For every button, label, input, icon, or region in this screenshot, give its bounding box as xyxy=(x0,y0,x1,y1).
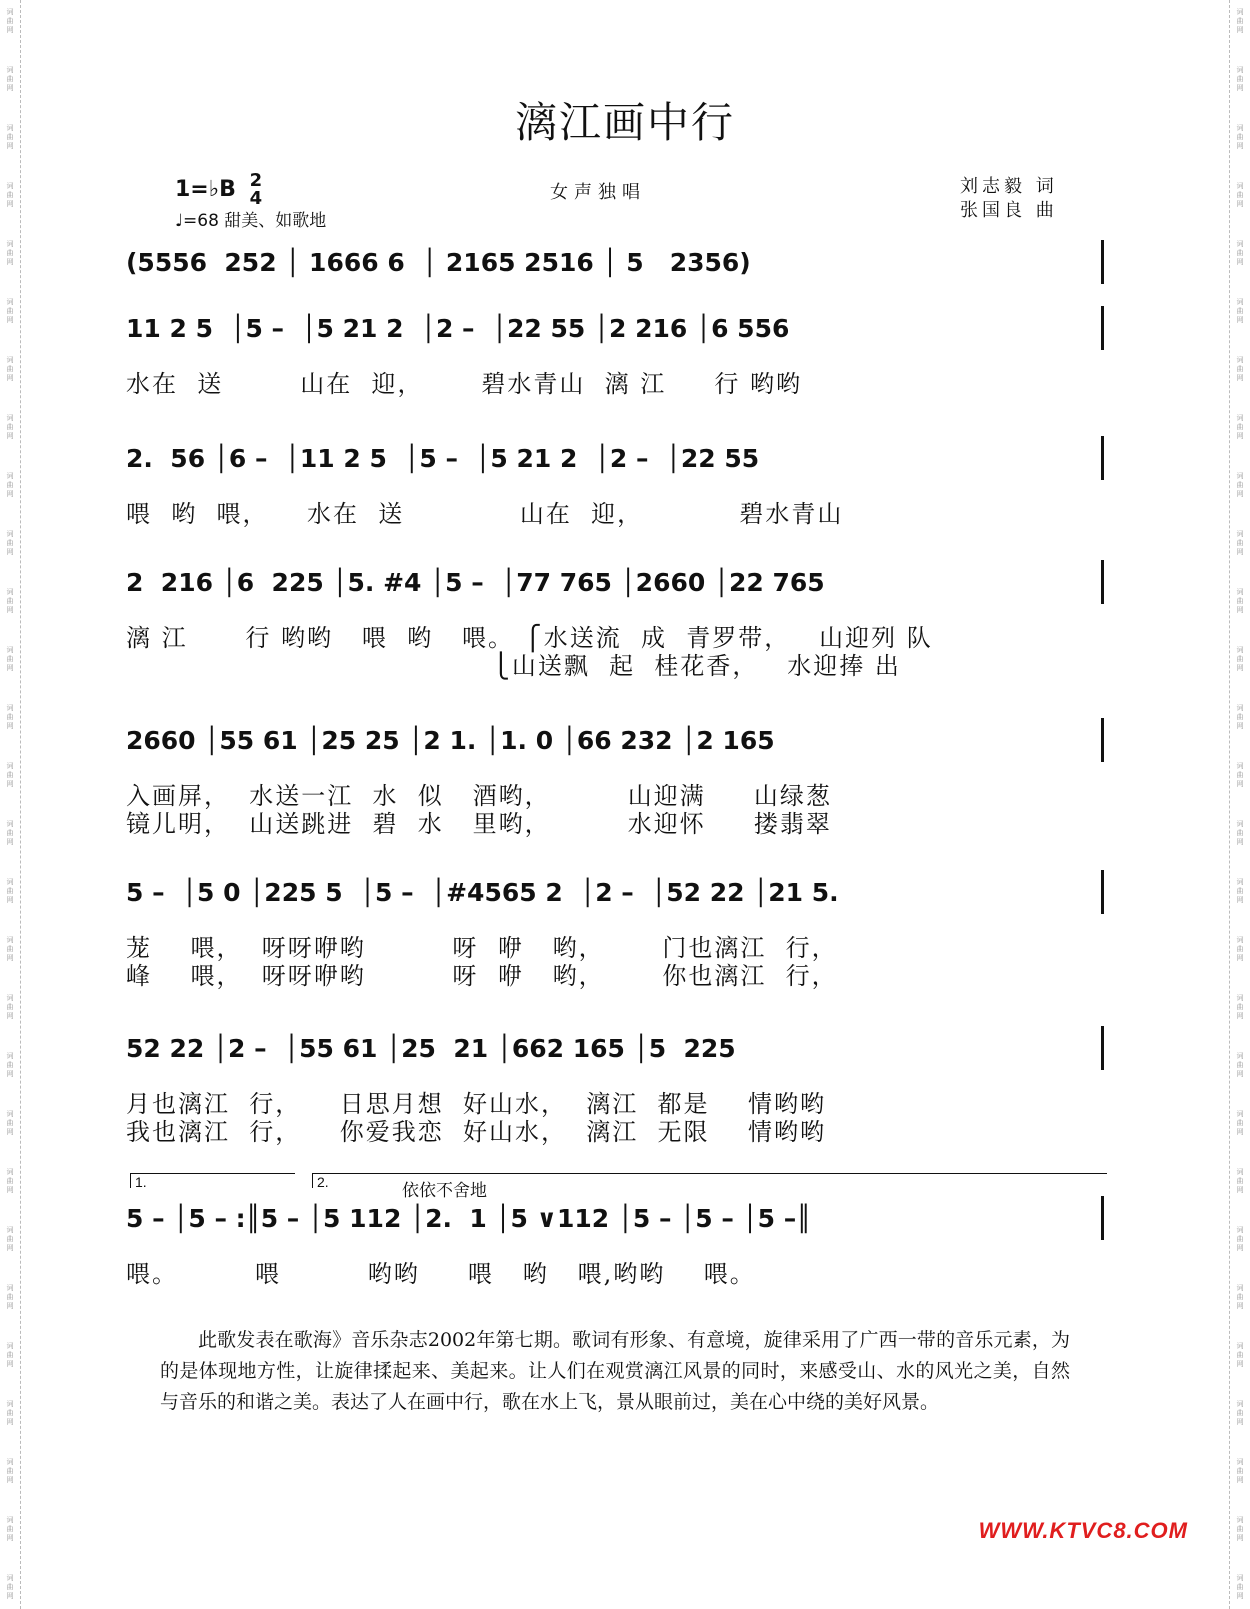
side-watermark-glyph: 词曲网 xyxy=(1236,356,1244,382)
side-watermark-glyph: 词曲网 xyxy=(1236,704,1244,730)
system-end-barline xyxy=(1101,1026,1104,1070)
time-sig-bottom: 4 xyxy=(249,188,263,209)
lyric-line: 喂 哟 喂， 水在 送 山在 迎， 碧水青山 xyxy=(126,500,844,528)
notation-line: 5 – │5 – :║5 – │5 112 │2. 1 │5 ∨112 │5 – │5 – │5 –║ xyxy=(126,1203,812,1233)
lyric-line: 水在 送 山在 迎， 碧水青山 漓 江 行 哟哟 xyxy=(126,370,802,398)
side-watermark-glyph: 词曲网 xyxy=(6,1574,14,1600)
side-watermark-glyph: 词曲网 xyxy=(6,240,14,266)
side-watermark-glyph: 词曲网 xyxy=(1236,414,1244,440)
notation-line: 2. 56 │6 – │11 2 5 │5 – │5 21 2 │2 – │22 55 xyxy=(126,443,760,473)
system-end-barline xyxy=(1101,306,1104,350)
side-watermark-glyph: 词曲网 xyxy=(6,414,14,440)
side-watermark-glyph: 词曲网 xyxy=(1236,124,1244,150)
composer: 张国良 曲 xyxy=(960,200,1058,221)
notation-line: 11 2 5 │5 – │5 21 2 │2 – │22 55 │2 216 │6 556 xyxy=(126,313,790,343)
key-label: 1=♭B xyxy=(175,177,236,202)
notation-line: (5556 252 │ 1666 6 │ 2165 2516 │ 5 2356) xyxy=(126,247,751,277)
voice-type: 女声独唱 xyxy=(550,182,646,203)
side-watermark-glyph: 词曲网 xyxy=(1236,994,1244,1020)
side-watermark-glyph: 词曲网 xyxy=(6,762,14,788)
side-watermark-glyph: 词曲网 xyxy=(6,1168,14,1194)
lyric-line: 峰 喂， 呀呀咿哟 呀 咿 哟， 你也漓江 行， xyxy=(126,962,838,990)
side-watermark-glyph: 词曲网 xyxy=(1236,1168,1244,1194)
system-end-barline xyxy=(1101,240,1104,284)
side-watermark-glyph: 词曲网 xyxy=(6,1110,14,1136)
song-note: 此歌发表在歌海》音乐杂志2002年第七期。歌词有形象、有意境，旋律采用了广西一带的音乐元素，为的是体现地方性，让旋律揉起来、美起来。让人们在观赏漓江风景的同时，来感受山、水的风光之美，自然与音乐的和谐之美。表达了人在画中行，歌在水上飞，景从眼前过，美在心中绕的美好风景。 xyxy=(160,1329,1070,1413)
lyric-line: 我也漓江 行， 你爱我恋 好山水， 漓江 无限 情哟哟 xyxy=(126,1118,827,1146)
side-watermark-glyph: 词曲网 xyxy=(1236,1052,1244,1078)
side-watermark-glyph: 词曲网 xyxy=(6,530,14,556)
lyric-line: 镜儿明， 山送跳进 碧 水 里哟， 水迎怀 搂翡翠 xyxy=(126,810,832,838)
system-end-barline xyxy=(1101,1196,1104,1240)
side-watermark-glyph: 词曲网 xyxy=(1236,1284,1244,1310)
side-watermark-glyph: 词曲网 xyxy=(1236,646,1244,672)
system-end-barline xyxy=(1101,870,1104,914)
side-watermark-glyph: 词曲网 xyxy=(6,472,14,498)
side-watermark-glyph: 词曲网 xyxy=(1236,1110,1244,1136)
side-watermark-glyph: 词曲网 xyxy=(6,704,14,730)
side-watermark-glyph: 词曲网 xyxy=(6,1458,14,1484)
side-watermark-glyph: 词曲网 xyxy=(6,1284,14,1310)
notation-line: 5 – │5 0 │225 5 │5 – │#4565 2 │2 – │52 22 │21 5. xyxy=(126,877,839,907)
lyric-line: 月也漓江 行， 日思月想 好山水， 漓江 都是 情哟哟 xyxy=(126,1090,827,1118)
side-watermark-glyph: 词曲网 xyxy=(1236,66,1244,92)
side-watermark-glyph: 词曲网 xyxy=(1236,878,1244,904)
side-watermark-glyph: 词曲网 xyxy=(6,936,14,962)
side-watermark-glyph: 词曲网 xyxy=(1236,1574,1244,1600)
notation-line: 52 22 │2 – │55 61 │25 21 │662 165 │5 225 xyxy=(126,1033,736,1063)
side-watermark-glyph: 词曲网 xyxy=(1236,298,1244,324)
side-watermark-glyph: 词曲网 xyxy=(1236,1516,1244,1542)
side-watermark-glyph: 词曲网 xyxy=(6,1516,14,1542)
side-watermark-glyph: 词曲网 xyxy=(6,994,14,1020)
notation-line: 2 216 │6 225 │5. #4 │5 – │77 765 │2660 │22 765 xyxy=(126,567,825,597)
tempo-marking: ♩=68 甜美、如歌地 xyxy=(175,211,327,231)
key-signature xyxy=(175,172,262,208)
side-watermark-glyph: 词曲网 xyxy=(1236,588,1244,614)
right-margin-strip xyxy=(1229,0,1250,1609)
side-watermark-glyph: 词曲网 xyxy=(1236,1400,1244,1426)
lyric-line: 喂。 喂 哟哟 喂 哟 喂,哟哟 喂。 xyxy=(126,1260,756,1288)
lyric-line: 入画屏， 水送一江 水 似 酒哟， 山迎满 山绿葱 xyxy=(126,782,832,810)
second-ending-bracket: 2. xyxy=(312,1173,1107,1188)
side-watermark-glyph: 词曲网 xyxy=(6,1226,14,1252)
side-watermark-glyph: 词曲网 xyxy=(1236,240,1244,266)
credits xyxy=(960,175,1058,223)
first-ending-bracket: 1. xyxy=(130,1173,295,1188)
side-watermark-glyph: 词曲网 xyxy=(1236,182,1244,208)
side-watermark-glyph: 词曲网 xyxy=(6,1052,14,1078)
song-title: 漓江画中行 xyxy=(514,98,735,147)
lyric-line: 茏 喂， 呀呀咿哟 呀 咿 哟， 门也漓江 行， xyxy=(126,934,838,962)
system-end-barline xyxy=(1101,718,1104,762)
side-watermark-glyph: 词曲网 xyxy=(6,298,14,324)
lyric-line: ⎩山送飘 起 桂花香， 水迎捧 出 xyxy=(126,652,901,680)
side-watermark-glyph: 词曲网 xyxy=(1236,530,1244,556)
notation-line: 2660 │55 61 │25 25 │2 1. │1. 0 │66 232 │2 165 xyxy=(126,725,775,755)
side-watermark-glyph: 词曲网 xyxy=(6,820,14,846)
system-end-barline xyxy=(1101,436,1104,480)
time-signature xyxy=(250,172,263,208)
side-watermark-glyph: 词曲网 xyxy=(1236,1226,1244,1252)
side-watermark-glyph: 词曲网 xyxy=(1236,936,1244,962)
side-watermark-glyph: 词曲网 xyxy=(1236,1342,1244,1368)
side-watermark-glyph: 词曲网 xyxy=(6,182,14,208)
side-watermark-glyph: 词曲网 xyxy=(6,646,14,672)
side-watermark-glyph: 词曲网 xyxy=(1236,472,1244,498)
side-watermark-glyph: 词曲网 xyxy=(6,8,14,34)
side-watermark-glyph: 词曲网 xyxy=(6,1400,14,1426)
side-watermark-glyph: 词曲网 xyxy=(6,588,14,614)
side-watermark-glyph: 词曲网 xyxy=(1236,762,1244,788)
lyricist: 刘志毅 词 xyxy=(960,176,1058,197)
side-watermark-glyph: 词曲网 xyxy=(1236,820,1244,846)
side-watermark-glyph: 词曲网 xyxy=(6,124,14,150)
side-watermark-glyph: 词曲网 xyxy=(6,356,14,382)
side-watermark-glyph: 词曲网 xyxy=(1236,8,1244,34)
time-sig-top: 2 xyxy=(249,170,263,191)
system-end-barline xyxy=(1101,560,1104,604)
expression-marking: 依依不舍地 xyxy=(402,1181,487,1201)
side-watermark-glyph: 词曲网 xyxy=(6,878,14,904)
lyric-line: 漓 江 行 哟哟 喂 哟 喂。 ⎧水送流 成 青罗带， 山迎列 队 xyxy=(126,624,933,652)
site-watermark: WWW.KTVC8.COM xyxy=(978,1518,1188,1543)
side-watermark-glyph: 词曲网 xyxy=(6,66,14,92)
side-watermark-glyph: 词曲网 xyxy=(6,1342,14,1368)
side-watermark-glyph: 词曲网 xyxy=(1236,1458,1244,1484)
left-margin-strip xyxy=(0,0,21,1609)
